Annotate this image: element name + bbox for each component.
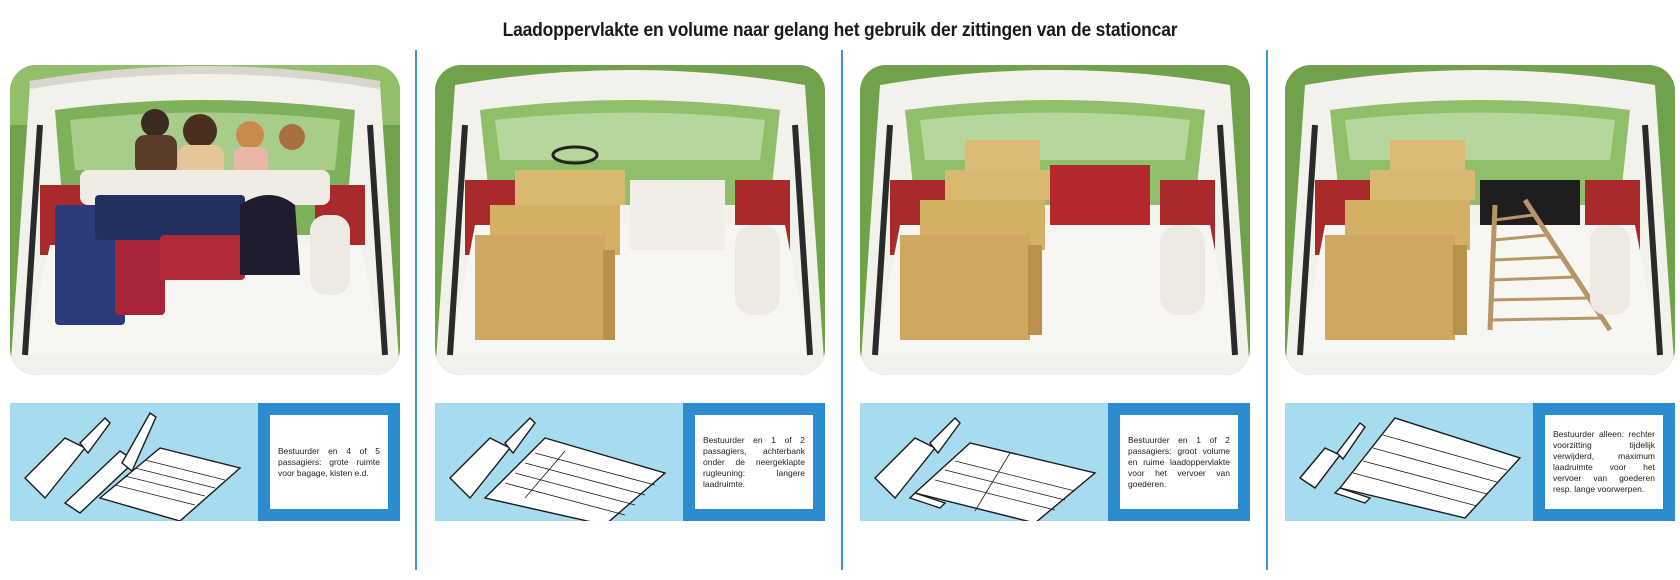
seat-diagram-band <box>435 403 825 521</box>
cargo-photo-stacked-boxes <box>860 65 1250 375</box>
panel-2 <box>435 65 825 525</box>
caption-box <box>1120 415 1238 509</box>
seat-layout-diagram <box>860 403 1108 521</box>
panel-4 <box>1285 65 1675 525</box>
caption-frame <box>683 403 825 521</box>
seat-layout-diagram <box>1285 403 1533 521</box>
column-divider-1 <box>415 50 417 570</box>
caption-frame <box>1533 403 1675 521</box>
panel-1 <box>10 65 400 525</box>
caption-box <box>1545 415 1663 509</box>
page-title: Laadoppervlakte en volume naar gelang het gebruik der zittingen van de stationcar <box>502 20 1178 41</box>
seat-diagram-band <box>860 403 1250 521</box>
column-divider-2 <box>841 50 843 570</box>
caption-box <box>695 415 813 509</box>
seat-layout-diagram <box>435 403 683 521</box>
seat-layout-diagram <box>10 403 258 521</box>
caption-text: Bestuurder en 1 of 2 passagiers: groot volume en ruime laadoppervlakte voor het vervoer van goederen. <box>1128 434 1230 489</box>
seat-diagram-band <box>1285 403 1675 521</box>
column-divider-3 <box>1266 50 1268 570</box>
caption-frame <box>258 403 400 521</box>
cargo-photo-passengers-luggage <box>10 65 400 375</box>
caption-text: Bestuurder en 4 of 5 passagiers: grote ruimte voor bagage, kisten e.d. <box>278 445 380 478</box>
caption-frame <box>1108 403 1250 521</box>
caption-text: Bestuurder en 1 of 2 passagiers, achterbank onder de neergeklapte rugleuning: langere laadruimte. <box>703 434 805 489</box>
seat-diagram-band <box>10 403 400 521</box>
cargo-photo-boxes-bench-folded <box>435 65 825 375</box>
caption-box <box>270 415 388 509</box>
caption-text: Bestuurder alleen: rechter voorzitting tijdelijk verwijderd, maximum laadruimte voor het vervoer van goederen resp. lange voorwerpen. <box>1553 429 1655 494</box>
panel-3 <box>860 65 1250 525</box>
cargo-photo-boxes-and-ladder <box>1285 65 1675 375</box>
